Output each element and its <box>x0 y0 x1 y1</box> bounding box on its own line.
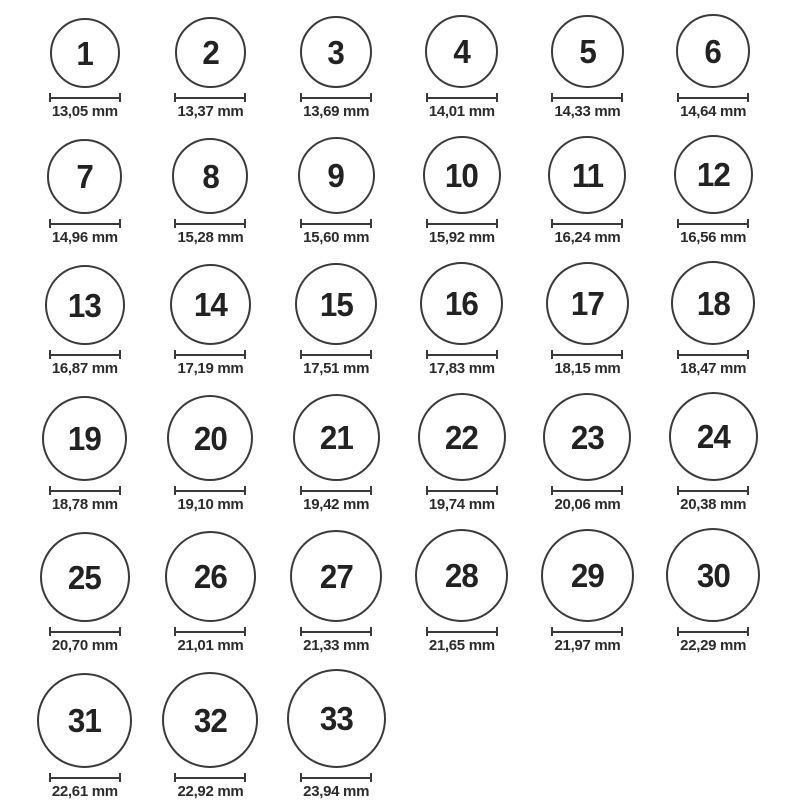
ring-number: 16 <box>445 285 479 322</box>
ring-number: 6 <box>704 32 722 70</box>
ring-circle <box>415 529 508 622</box>
diameter-line <box>174 486 246 495</box>
diameter-line-bar <box>428 631 496 633</box>
ring-number: 15 <box>319 285 353 323</box>
ring-size-item <box>548 136 626 245</box>
ring-circle <box>162 672 258 768</box>
ring-circle <box>170 264 251 345</box>
diameter-label: 15,92 mm <box>428 229 495 246</box>
diameter-label: 21,65 mm <box>428 637 495 654</box>
diameter-label: 14,01 mm <box>428 103 495 120</box>
diameter-line-bar <box>302 354 370 356</box>
diameter-line <box>551 350 623 359</box>
diameter-label: 19,74 mm <box>428 496 495 513</box>
ring-circle <box>546 262 629 345</box>
ring-size-item <box>300 16 372 119</box>
diameter-line <box>677 219 749 228</box>
ring-size-item <box>45 265 125 376</box>
ring-size-item <box>162 672 258 799</box>
diameter-line-bar <box>428 223 496 225</box>
diameter-line <box>551 627 623 636</box>
ring-circle <box>295 263 377 345</box>
diameter-line <box>300 486 372 495</box>
ring-number: 5 <box>579 33 596 70</box>
diameter-line-bar <box>679 631 747 633</box>
ring-number: 14 <box>193 286 227 323</box>
diameter-line-bar <box>679 223 747 225</box>
diameter-line <box>174 219 246 228</box>
diameter-line <box>551 486 623 495</box>
diameter-line <box>300 773 372 782</box>
diameter-line-bar <box>428 354 496 356</box>
ring-circle <box>165 531 256 622</box>
diameter-line <box>49 627 121 636</box>
ring-number: 4 <box>453 33 471 70</box>
ring-size-item <box>293 394 380 512</box>
ring-circle <box>418 393 506 481</box>
diameter-line <box>677 486 749 495</box>
ring-number: 9 <box>327 157 345 194</box>
ring-circle <box>37 673 132 768</box>
ring-size-item <box>669 392 758 512</box>
diameter-label: 20,38 mm <box>680 496 747 513</box>
ring-circle <box>669 392 758 481</box>
diameter-label: 23,94 mm <box>303 783 370 800</box>
diameter-line-bar <box>51 354 119 356</box>
ring-size-item <box>290 530 382 653</box>
diameter-label: 21,33 mm <box>303 637 370 654</box>
diameter-line-bar <box>553 354 621 356</box>
ring-size-grid <box>22 14 776 799</box>
diameter-line <box>426 350 498 359</box>
ring-number: 17 <box>570 285 604 322</box>
diameter-label: 13,05 mm <box>51 103 118 120</box>
ring-number: 1 <box>76 34 94 72</box>
ring-size-item <box>425 15 498 119</box>
diameter-label: 13,37 mm <box>177 103 244 120</box>
diameter-line <box>174 773 246 782</box>
ring-number: 13 <box>68 286 102 324</box>
ring-number: 11 <box>571 156 604 194</box>
ring-circle <box>548 136 626 214</box>
diameter-label: 16,56 mm <box>680 229 747 246</box>
diameter-label: 21,97 mm <box>554 637 621 654</box>
ring-number: 33 <box>319 700 353 737</box>
ring-number: 8 <box>202 157 219 195</box>
diameter-label: 14,64 mm <box>680 103 747 120</box>
diameter-line-bar <box>302 777 370 779</box>
ring-circle <box>175 17 246 88</box>
diameter-line <box>677 350 749 359</box>
ring-circle <box>298 137 375 214</box>
ring-number: 30 <box>696 556 730 594</box>
diameter-line-bar <box>553 631 621 633</box>
ring-number: 25 <box>68 558 102 596</box>
ring-size-item <box>37 673 132 799</box>
ring-number: 26 <box>193 558 227 595</box>
diameter-line-bar <box>176 354 244 356</box>
diameter-line <box>49 93 121 102</box>
ring-number: 21 <box>319 419 353 456</box>
ring-circle <box>172 138 248 214</box>
diameter-label: 18,78 mm <box>51 496 118 513</box>
diameter-label: 22,92 mm <box>177 783 244 800</box>
ring-size-item <box>551 15 624 119</box>
ring-size-item <box>541 529 634 653</box>
diameter-label: 16,24 mm <box>554 229 621 246</box>
diameter-line-bar <box>51 777 119 779</box>
ring-number: 18 <box>696 284 730 322</box>
ring-number: 28 <box>445 557 479 594</box>
diameter-line-bar <box>176 490 244 492</box>
diameter-line-bar <box>679 97 747 99</box>
ring-size-item <box>666 528 760 653</box>
diameter-line <box>300 93 372 102</box>
diameter-label: 18,47 mm <box>680 360 747 377</box>
ring-circle <box>676 14 750 88</box>
diameter-label: 17,51 mm <box>303 360 370 377</box>
ring-number: 29 <box>570 557 604 594</box>
diameter-line-bar <box>428 97 496 99</box>
diameter-label: 17,83 mm <box>428 360 495 377</box>
diameter-line-bar <box>176 223 244 225</box>
diameter-line-bar <box>302 490 370 492</box>
diameter-label: 19,10 mm <box>177 496 244 513</box>
ring-circle <box>674 135 753 214</box>
ring-circle <box>666 528 760 622</box>
ring-circle <box>50 18 120 88</box>
ring-size-item <box>420 262 503 376</box>
ring-circle <box>423 136 501 214</box>
ring-size-item <box>676 14 750 119</box>
diameter-label: 16,87 mm <box>51 360 118 377</box>
diameter-line <box>300 627 372 636</box>
diameter-line <box>49 486 121 495</box>
ring-number: 27 <box>319 557 353 595</box>
diameter-label: 18,15 mm <box>554 360 621 377</box>
ring-circle <box>287 669 386 768</box>
diameter-line <box>300 219 372 228</box>
diameter-line-bar <box>302 97 370 99</box>
diameter-label: 17,19 mm <box>177 360 244 377</box>
diameter-line <box>677 627 749 636</box>
ring-circle <box>290 530 382 622</box>
diameter-line-bar <box>553 223 621 225</box>
diameter-line-bar <box>51 490 119 492</box>
ring-circle <box>541 529 634 622</box>
ring-circle <box>420 262 503 345</box>
diameter-label: 22,61 mm <box>51 783 118 800</box>
diameter-line <box>174 350 246 359</box>
ring-number: 2 <box>202 34 219 71</box>
diameter-line <box>174 627 246 636</box>
ring-size-item <box>415 529 508 653</box>
diameter-line-bar <box>51 631 119 633</box>
ring-size-item <box>287 669 386 799</box>
diameter-label: 14,96 mm <box>51 229 118 246</box>
diameter-line-bar <box>679 490 747 492</box>
ring-number: 7 <box>76 158 94 195</box>
ring-size-item <box>418 393 506 512</box>
ring-number: 3 <box>327 33 345 71</box>
ring-circle <box>42 396 127 481</box>
ring-size-item <box>47 139 122 245</box>
diameter-line <box>174 93 246 102</box>
ring-size-item <box>543 393 631 512</box>
ring-number: 31 <box>68 702 102 739</box>
diameter-label: 13,69 mm <box>303 103 370 120</box>
ring-size-item <box>174 17 246 119</box>
diameter-label: 19,42 mm <box>303 496 370 513</box>
diameter-label: 20,06 mm <box>554 496 621 513</box>
diameter-line-bar <box>176 777 244 779</box>
diameter-line-bar <box>51 97 119 99</box>
diameter-line <box>300 350 372 359</box>
diameter-line-bar <box>553 97 621 99</box>
diameter-line-bar <box>51 223 119 225</box>
ring-number: 23 <box>570 418 604 456</box>
diameter-line <box>49 219 121 228</box>
diameter-label: 14,33 mm <box>554 103 621 120</box>
ring-size-item <box>42 396 127 512</box>
diameter-line-bar <box>302 223 370 225</box>
diameter-line-bar <box>553 490 621 492</box>
ring-circle <box>551 15 624 88</box>
diameter-label: 22,29 mm <box>680 637 747 654</box>
ring-circle <box>671 261 755 345</box>
diameter-label: 20,70 mm <box>51 637 118 654</box>
diameter-label: 15,60 mm <box>303 229 370 246</box>
ring-number: 12 <box>696 156 730 193</box>
ring-circle <box>300 16 372 88</box>
diameter-line <box>551 219 623 228</box>
ring-size-item <box>172 138 248 245</box>
ring-circle <box>425 15 498 88</box>
ring-size-item <box>298 137 375 245</box>
ring-number: 32 <box>193 701 227 739</box>
diameter-label: 15,28 mm <box>177 229 244 246</box>
diameter-line <box>49 350 121 359</box>
ring-number: 22 <box>445 418 479 456</box>
ring-number: 19 <box>68 420 102 457</box>
diameter-line-bar <box>679 354 747 356</box>
ring-number: 10 <box>445 156 479 194</box>
ring-size-item <box>40 532 130 653</box>
diameter-line <box>426 219 498 228</box>
diameter-line <box>426 93 498 102</box>
ring-number: 20 <box>193 419 227 457</box>
ring-size-item <box>423 136 501 245</box>
diameter-line <box>49 773 121 782</box>
ring-circle <box>167 395 253 481</box>
diameter-line <box>551 93 623 102</box>
ring-size-item <box>295 263 377 376</box>
ring-size-item <box>671 261 755 376</box>
ring-circle <box>543 393 631 481</box>
diameter-label: 21,01 mm <box>177 637 244 654</box>
ring-size-item <box>49 18 121 119</box>
diameter-line-bar <box>176 97 244 99</box>
diameter-line-bar <box>176 631 244 633</box>
ring-circle <box>40 532 130 622</box>
ring-size-item <box>546 262 629 376</box>
ring-circle <box>47 139 122 214</box>
diameter-line <box>426 627 498 636</box>
ring-size-item <box>170 264 251 376</box>
ring-size-item <box>674 135 753 245</box>
ring-circle <box>45 265 125 345</box>
ring-size-item <box>165 531 256 653</box>
ring-size-item <box>167 395 253 512</box>
diameter-line-bar <box>302 631 370 633</box>
diameter-line <box>677 93 749 102</box>
ring-number: 24 <box>696 418 730 455</box>
diameter-line-bar <box>428 490 496 492</box>
diameter-line <box>426 486 498 495</box>
ring-circle <box>293 394 380 481</box>
